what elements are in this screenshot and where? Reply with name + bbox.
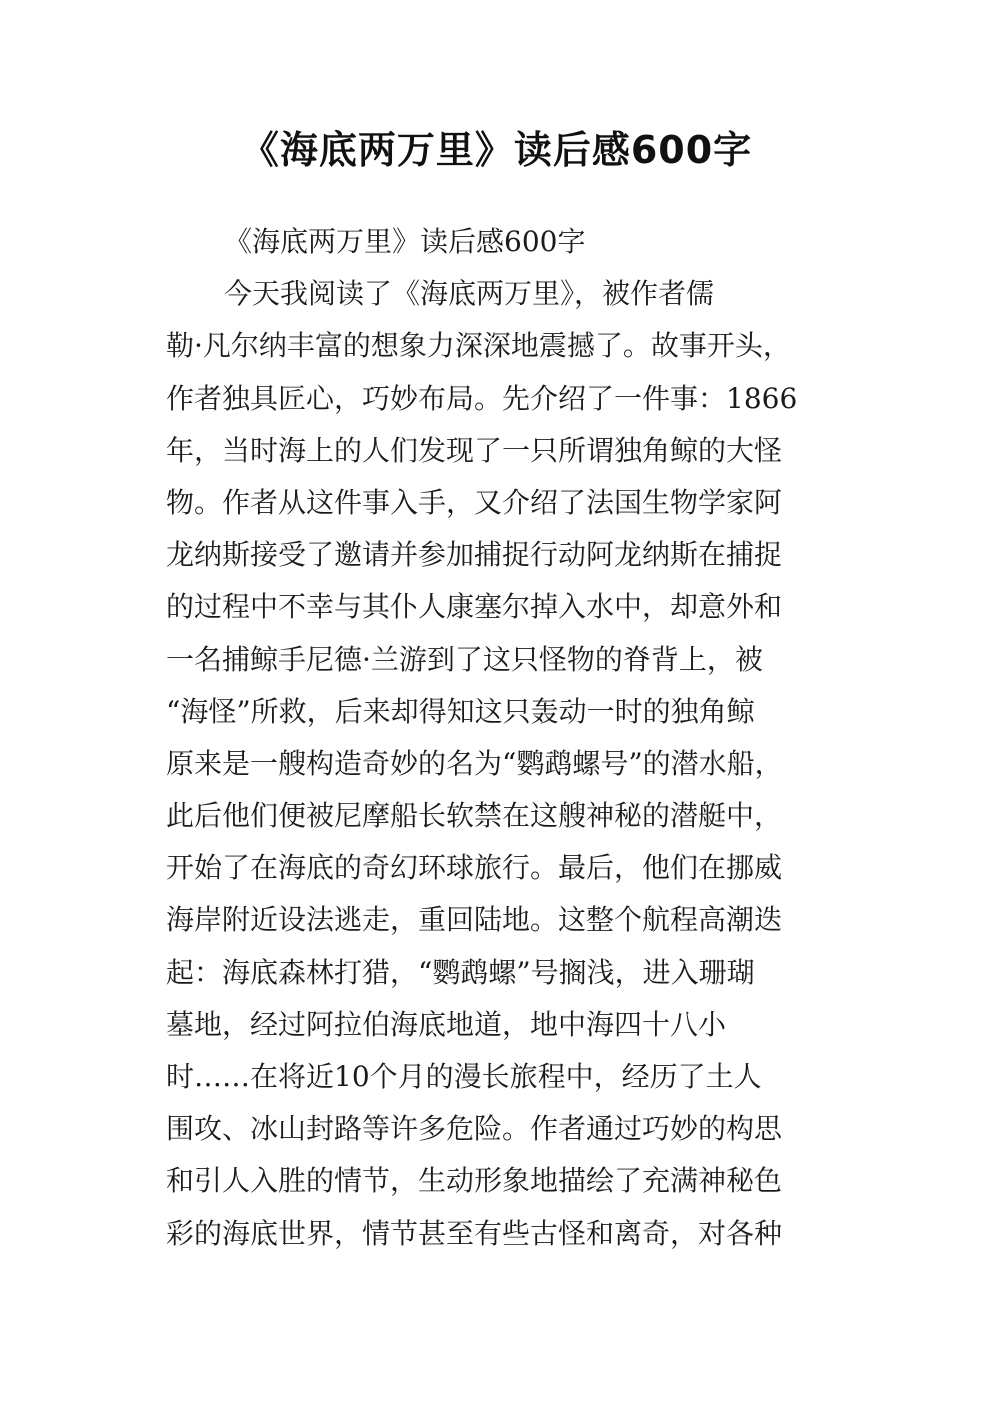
paragraph-line: “海怪”所救，后来却得知这只轰动一时的独角鲸	[166, 694, 755, 728]
paragraph-line: 开始了在海底的奇幻环球旅行。最后，他们在挪威	[166, 851, 783, 885]
paragraph-line: 海岸附近设法逃走，重回陆地。这整个航程高潮迭	[166, 903, 783, 937]
paragraph-line: 原来是一艘构造奇妙的名为“鹦鹉螺号”的潜水船，	[166, 746, 783, 780]
subtitle-line: 《海底两万里》读后感600字	[224, 225, 586, 258]
paragraph-line: 作者独具匠心，巧妙布局。先介绍了一件事：1866	[166, 381, 798, 415]
paragraph-line: 物。作者从这件事入手，又介绍了法国生物学家阿	[166, 485, 783, 519]
paragraph-first-line: 今天我阅读了《海底两万里》，被作者儒	[224, 277, 715, 311]
paragraph-line: 此后他们便被尼摩船长软禁在这艘神秘的潜艇中，	[166, 799, 783, 833]
paragraph-line: 的过程中不幸与其仆人康塞尔掉入水中，却意外和	[166, 590, 783, 624]
paragraph-line: 彩的海底世界，情节甚至有些古怪和离奇，对各种	[166, 1216, 783, 1250]
paragraph-line: 勒·凡尔纳丰富的想象力深深地震撼了。故事开头，	[166, 329, 791, 363]
paragraph-line: 一名捕鲸手尼德·兰游到了这只怪物的脊背上，被	[166, 642, 763, 676]
paragraph-line: 和引人入胜的情节，生动形象地描绘了充满神秘色	[166, 1164, 783, 1198]
paragraph-line: 起：海底森林打猎，“鹦鹉螺”号搁浅，进入珊瑚	[166, 955, 755, 989]
paragraph-line: 龙纳斯接受了邀请并参加捕捉行动阿龙纳斯在捕捉	[166, 538, 783, 572]
document-title: 《海底两万里》读后感600字	[240, 128, 753, 172]
paragraph-line: 围攻、冰山封路等许多危险。作者通过巧妙的构思	[166, 1112, 783, 1146]
paragraph-line: 年，当时海上的人们发现了一只所谓独角鲸的大怪	[166, 433, 783, 467]
paragraph-line: 墓地，经过阿拉伯海底地道，地中海四十八小	[166, 1007, 727, 1041]
paragraph-line: 时……在将近10个月的漫长旅程中，经历了土人	[166, 1060, 762, 1093]
document-body	[166, 216, 846, 1260]
